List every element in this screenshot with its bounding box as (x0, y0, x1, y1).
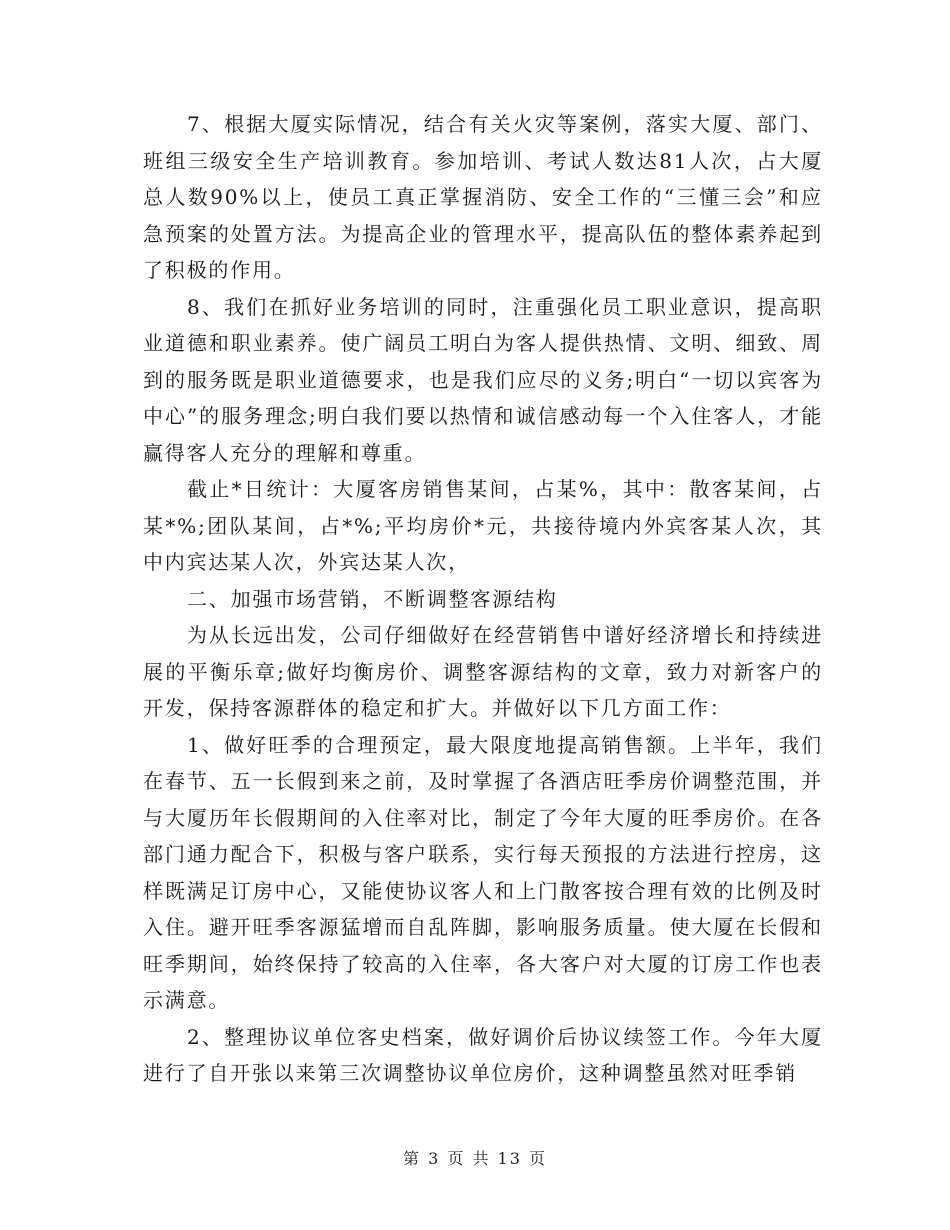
paragraph-item-2: 2、整理协议单位客史档案，做好调价后协议续签工作。今年大厦进行了自开张以来第三次调整协议单位房价，这种调整虽然对旺季销 (143, 1024, 823, 1085)
paragraph-marketing-intro: 为从长远出发，公司仔细做好在经营销售中谱好经济增长和持续进展的平衡乐章;做好均衡房价、调整客源结构的文章，致力对新客户的开发，保持客源群体的稳定和扩大。并做好以下几方面工作： (143, 623, 823, 720)
document-body (143, 106, 823, 1092)
paragraph-item-7: 7、根据大厦实际情况，结合有关火灾等案例，落实大厦、部门、班组三级安全生产培训教育。参加培训、考试人数达81人次，占大厦总人数90%以上，使员工真正掌握消防、安全工作的“三懂三会”和应急预案的处置方法。为提高企业的管理水平，提高队伍的整体素养起到了积极的作用。 (143, 112, 823, 282)
paragraph-item-8: 8、我们在抓好业务培训的同时，注重强化员工职业意识，提高职业道德和职业素养。使广阔员工明白为客人提供热情、文明、细致、周到的服务既是职业道德要求，也是我们应尽的义务;明白“一切以宾客为中心”的服务理念;明白我们要以热情和诚信感动每一个入住客人，才能赢得客人充分的理解和尊重。 (143, 294, 823, 465)
paragraph-item-1: 1、做好旺季的合理预定，最大限度地提高销售额。上半年，我们在春节、五一长假到来之前，及时掌握了各酒店旺季房价调整范围，并与大厦历年长假期间的入住率对比，制定了今年大厦的旺季房价。在各部门通力配合下，积极与客户联系，实行每天预报的方法进行控房，这样既满足订房中心，又能使协议客人和上门散客按合理有效的比例及时入住。避开旺季客源猛增而自乱阵脚，影响服务质量。使大厦在长假和旺季期间，始终保持了较高的入住率，各大客户对大厦的订房工作也表示满意。 (143, 732, 823, 1012)
paragraph-statistics: 截止*日统计：大厦客房销售某间，占某%，其中：散客某间，占某*%;团队某间，占*%;平均房价*元，共接待境内外宾客某人次，其中内宾达某人次，外宾达某人次， (143, 477, 823, 574)
section-heading-marketing: 二、加强市场营销，不断调整客源结构 (187, 586, 558, 611)
page-number-label: 第 3 页 共 13 页 (403, 1149, 547, 1168)
page-footer (0, 1146, 950, 1169)
